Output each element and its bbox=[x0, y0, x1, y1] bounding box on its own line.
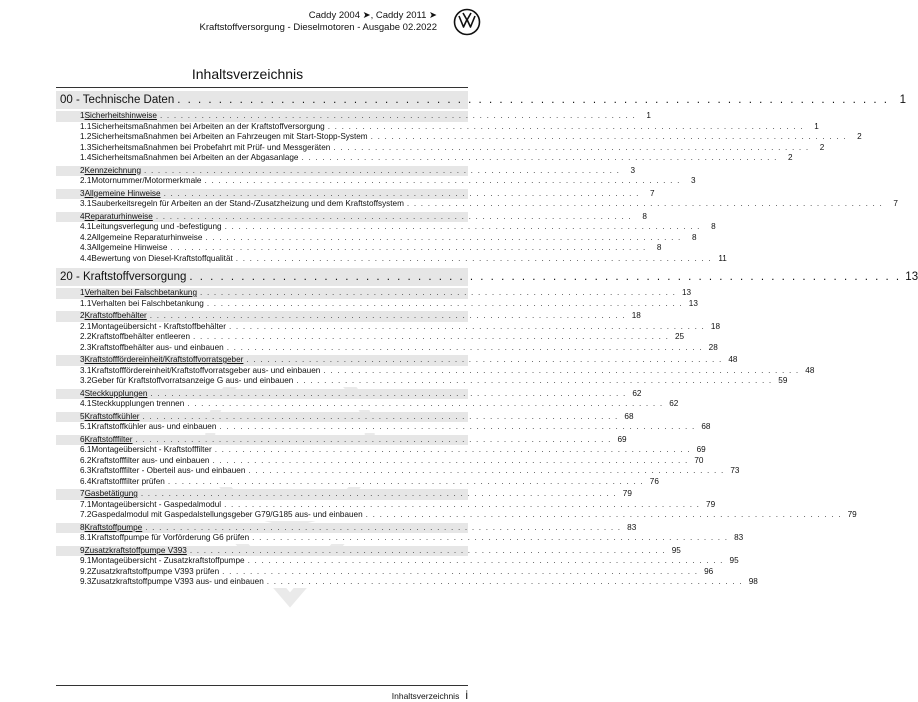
dot-leader: . . . . . . . . . . . . . . . . . . . . . . . . . . . . . . . . . . . . . . . . . . . . . . . . . . . . . . . . . . . . . . . . . . . . . bbox=[159, 111, 636, 120]
chapter-page: 7 bbox=[650, 188, 655, 198]
chapter-page: 69 bbox=[617, 434, 627, 444]
dot-leader: . . . . . . . . . . . . . . . . . . . . . . . . . . . . . . . . . . . . . . . . . . . . . . . . . . . . . . . . . . . . . . . . . . . . . bbox=[323, 365, 800, 375]
entry-title: Zusatzkraftstoffpumpe V393 prüfen bbox=[91, 566, 220, 576]
toc-entry[interactable] bbox=[56, 176, 696, 187]
chapter-title: Kraftstoffbehälter bbox=[84, 311, 147, 320]
chapter-title: Zusatzkraftstoffpumpe V393 bbox=[84, 545, 187, 555]
toc-chapter[interactable] bbox=[56, 522, 637, 534]
chapter-title: Allgemeine Hinweise bbox=[84, 188, 161, 198]
vw-logo-icon bbox=[453, 8, 481, 36]
toc-entry[interactable] bbox=[56, 332, 685, 343]
entry-number: 4.4 bbox=[80, 253, 92, 263]
dot-leader: . . . . . . . . . . . . . . . . . . . . . . . . . . . . . . . . . . . . . . . . . . . . . . . . . . . . . . . . . . . . . . . . . . . . . bbox=[406, 199, 883, 208]
dot-leader: . . . . . . . . . . . . . . . . . . . . . . . . . . . . . . . . . . . . . . . . . . . . . . . . . . . . . . . . . . . . . . . . . . . . . bbox=[365, 510, 842, 519]
dot-leader: . . . . . . . . . . . . . . . . . . . . . . . . . . . . . . . . . . . . . . . . . . . . . . . . . . . . . . . . . . . . . . . . . . . . . bbox=[149, 311, 626, 320]
entry-title: Sicherheitsmaßnahmen bei Probefahrt mit Prüf- und Messgeräten bbox=[91, 142, 331, 152]
entry-title: Leitungsverlegung und -befestigung bbox=[91, 222, 222, 231]
entry-number: 9.2 bbox=[80, 566, 92, 576]
dot-leader: . . . . . . . . . . . . . . . . . . . . . . . . . . . . . . . . . . . . . . . . . . . . . . . . . . . . . . . . . . . . . . . . . . . . . bbox=[167, 476, 644, 486]
entry-page: 13 bbox=[688, 298, 698, 308]
entry-title: Sauberkeitsregeln für Arbeiten an der Stand-/Zusatzheizung und dem Kraftstoffsystem bbox=[91, 199, 404, 208]
toc-section[interactable] bbox=[56, 91, 906, 109]
entry-number: 1.4 bbox=[80, 153, 92, 162]
entry-number: 3.2 bbox=[80, 376, 92, 385]
toc-entry[interactable] bbox=[56, 365, 815, 377]
dot-leader: . . . . . . . . . . . . . . . . . . . . . . . . . . . . . . . . . . . . . . . . . . . . . . . . . . . . . . . . . . . . . . . . . . . . . bbox=[189, 545, 666, 555]
dot-leader: . . . . . . . . . . . . . . . . . . . . . . . . . . . . . . . . . . . . . . . . . . . . . . . . . . . . . . . . . . . . . . . . . . . . . bbox=[247, 556, 724, 565]
entry-page: 59 bbox=[778, 376, 788, 385]
entry-page: 70 bbox=[694, 455, 704, 465]
toc-chapter[interactable] bbox=[56, 111, 651, 122]
entry-page: 7 bbox=[893, 199, 898, 208]
chapter-number: 6 bbox=[80, 434, 85, 444]
chapter-title: Verhalten bei Falschbetankung bbox=[84, 288, 197, 297]
entry-title: Bewertung von Diesel-Kraftstoffqualität bbox=[91, 253, 233, 263]
dot-leader: . . . . . . . . . . . . . . . . . . . . . . . . . . . . . . . . . . . . . . . . . . . . . . . . . . . . . . . . . . . . . . . . . . . . . bbox=[370, 132, 847, 141]
dot-leader: . . . . . . . . . . . . . . . . . . . . . . . . . . . . . . . . . . . . . . . . . . . . . . . . . . . . . . . . . . . . . . . . . . . . . bbox=[177, 94, 889, 106]
entry-page: 95 bbox=[729, 556, 739, 565]
entry-number: 6.3 bbox=[80, 466, 92, 475]
entry-page: 73 bbox=[730, 466, 740, 475]
header-models: Caddy 2004 ➤, Caddy 2011 ➤ bbox=[308, 10, 437, 21]
chapter-number: 1 bbox=[80, 288, 85, 297]
title-rule bbox=[56, 87, 468, 88]
entry-number: 8.1 bbox=[80, 533, 92, 542]
toc-entry[interactable] bbox=[56, 577, 758, 588]
entry-number: 6.4 bbox=[80, 476, 92, 486]
chapter-number: 2 bbox=[80, 165, 85, 175]
chapter-number: 1 bbox=[80, 111, 85, 120]
entry-page: 96 bbox=[704, 566, 714, 576]
entry-number: 6.1 bbox=[80, 445, 92, 454]
toc-chapter[interactable] bbox=[56, 489, 632, 500]
chapter-page: 18 bbox=[631, 311, 641, 320]
entry-number: 2.2 bbox=[80, 332, 92, 341]
dot-leader: . . . . . . . . . . . . . . . . . . . . . . . . . . . . . . . . . . . . . . . . . . . . . . . . . . . . . . . . . . . . . . . . . . . . . bbox=[206, 298, 683, 308]
entry-page: 2 bbox=[857, 132, 862, 141]
toc-chapter[interactable] bbox=[56, 165, 636, 177]
chapter-title: Sicherheitshinweise bbox=[84, 111, 157, 120]
entry-title: Montageübersicht - Kraftstofffilter bbox=[91, 445, 212, 454]
chapter-page: 1 bbox=[646, 111, 651, 120]
toc-entry[interactable] bbox=[56, 222, 716, 233]
chapter-title: Kraftstoffkühler bbox=[84, 411, 140, 421]
toc-entry[interactable] bbox=[56, 445, 706, 456]
entry-number: 3.1 bbox=[80, 365, 92, 375]
toc-entry[interactable] bbox=[56, 466, 740, 477]
entry-title: Geber für Kraftstoffvorratsanzeige G aus- und einbauen bbox=[91, 376, 294, 385]
entry-title: Montageübersicht - Kraftstoffbehälter bbox=[91, 321, 226, 331]
chapter-page: 13 bbox=[681, 288, 692, 297]
entry-page: 2 bbox=[819, 142, 825, 152]
toc-entry[interactable] bbox=[56, 243, 662, 254]
entry-page: 68 bbox=[701, 422, 711, 431]
section-spacer bbox=[56, 588, 468, 592]
chapter-page: 3 bbox=[630, 165, 636, 175]
entry-number: 3.1 bbox=[80, 199, 92, 208]
entry-title: Steckkupplungen trennen bbox=[91, 399, 185, 408]
entry-page: 3 bbox=[690, 176, 696, 185]
chapter-number: 7 bbox=[80, 489, 85, 498]
entry-title: Sicherheitsmaßnahmen bei Arbeiten an Fahrzeugen mit Start-Stopp-System bbox=[91, 132, 368, 141]
entry-page: 28 bbox=[708, 342, 718, 352]
entry-page: 25 bbox=[674, 332, 685, 341]
entry-title: Zusatzkraftstoffpumpe V393 aus- und einbauen bbox=[91, 577, 264, 586]
chapter-title: Kraftstofffördereinheit/Kraftstoffvorratsgeber bbox=[84, 355, 244, 364]
dot-leader: . . . . . . . . . . . . . . . . . . . . . . . . . . . . . . . . . . . . . . . . . . . . . . . . . . . . . . . . . . . . . . . . . . . . . bbox=[189, 271, 902, 283]
entry-page: 1 bbox=[814, 121, 819, 131]
toc-entry[interactable] bbox=[56, 556, 739, 567]
chapter-page: 95 bbox=[671, 545, 681, 555]
dot-leader: . . . . . . . . . . . . . . . . . . . . . . . . . . . . . . . . . . . . . . . . . . . . . . . . . . . . . . . . . . . . . . . . . . . . . bbox=[226, 342, 703, 352]
dot-leader: . . . . . . . . . . . . . . . . . . . . . . . . . . . . . . . . . . . . . . . . . . . . . . . . . . . . . . . . . . . . . . . . . . . . . bbox=[193, 332, 670, 341]
toc-chapter[interactable] bbox=[56, 211, 647, 223]
dot-leader: . . . . . . . . . . . . . . . . . . . . . . . . . . . . . . . . . . . . . . . . . . . . . . . . . . . . . . . . . . . . . . . . . . . . . bbox=[163, 188, 640, 198]
entry-title: Motornummer/Motormerkmale bbox=[91, 176, 202, 185]
toc-chapter[interactable] bbox=[56, 311, 641, 322]
toc-entry[interactable] bbox=[56, 232, 697, 244]
toc-entry[interactable] bbox=[56, 476, 659, 488]
chapter-page: 68 bbox=[624, 411, 634, 421]
entry-number: 7.1 bbox=[80, 499, 92, 509]
entry-number: 2.3 bbox=[80, 342, 92, 352]
entry-title: Kraftstoffbehälter aus- und einbauen bbox=[91, 342, 224, 352]
chapter-page: 62 bbox=[632, 388, 642, 398]
toc-entry[interactable] bbox=[56, 132, 862, 143]
entry-title: Sicherheitsmaßnahmen bei Arbeiten an der Kraftstoffversorgung bbox=[91, 121, 325, 131]
entry-title: Kraftstofffilter - Oberteil aus- und einbauen bbox=[91, 466, 246, 475]
entry-number: 1.2 bbox=[80, 132, 92, 141]
toc-entry[interactable] bbox=[56, 455, 704, 467]
dot-leader: . . . . . . . . . . . . . . . . . . . . . . . . . . . . . . . . . . . . . . . . . . . . . . . . . . . . . . . . . . . . . . . . . . . . . bbox=[222, 566, 699, 576]
toc-entry[interactable] bbox=[56, 499, 716, 511]
toc-entry[interactable] bbox=[56, 376, 788, 387]
entry-page: 8 bbox=[691, 232, 697, 242]
dot-leader: . . . . . . . . . . . . . . . . . . . . . . . . . . . . . . . . . . . . . . . . . . . . . . . . . . . . . . . . . . . . . . . . . . . . . bbox=[135, 434, 612, 444]
entry-title: Kraftstoffbehälter entleeren bbox=[91, 332, 191, 341]
dot-leader: . . . . . . . . . . . . . . . . . . . . . . . . . . . . . . . . . . . . . . . . . . . . . . . . . . . . . . . . . . . . . . . . . . . . . bbox=[145, 522, 622, 532]
entry-title: Allgemeine Hinweise bbox=[91, 243, 168, 252]
chapter-page: 8 bbox=[642, 211, 647, 221]
footer-label: Inhaltsverzeichnis bbox=[391, 691, 460, 701]
entry-page: 79 bbox=[847, 510, 857, 519]
toc-entry[interactable] bbox=[56, 422, 711, 433]
dot-leader: . . . . . . . . . . . . . . . . . . . . . . . . . . . . . . . . . . . . . . . . . . . . . . . . . . . . . . . . . . . . . . . . . . . . . bbox=[140, 489, 617, 498]
toc-entry[interactable] bbox=[56, 298, 698, 310]
dot-leader: . . . . . . . . . . . . . . . . . . . . . . . . . . . . . . . . . . . . . . . . . . . . . . . . . . . . . . . . . . . . . . . . . . . . . bbox=[212, 455, 689, 465]
chapter-title: Reparaturhinweise bbox=[84, 211, 153, 221]
section-page: 13 bbox=[905, 271, 918, 283]
section-title: 00 - Technische Daten bbox=[60, 94, 175, 106]
entry-number: 2.1 bbox=[80, 176, 92, 185]
dot-leader: . . . . . . . . . . . . . . . . . . . . . . . . . . . . . . . . . . . . . . . . . . . . . . . . . . . . . . . . . . . . . . . . . . . . . bbox=[219, 422, 696, 431]
dot-leader: . . . . . . . . . . . . . . . . . . . . . . . . . . . . . . . . . . . . . . . . . . . . . . . . . . . . . . . . . . . . . . . . . . . . . bbox=[228, 321, 705, 331]
dot-leader: . . . . . . . . . . . . . . . . . . . . . . . . . . . . . . . . . . . . . . . . . . . . . . . . . . . . . . . . . . . . . . . . . . . . . bbox=[327, 121, 804, 131]
toc-entry[interactable] bbox=[56, 566, 714, 578]
entry-title: Kraftstoffkühler aus- und einbauen bbox=[91, 422, 217, 431]
toc-chapter[interactable] bbox=[56, 188, 655, 200]
chapter-number: 5 bbox=[80, 411, 85, 421]
entry-title: Montageübersicht - Zusatzkraftstoffpumpe bbox=[91, 556, 245, 565]
dot-leader: . . . . . . . . . . . . . . . . . . . . . . . . . . . . . . . . . . . . . . . . . . . . . . . . . . . . . . . . . . . . . . . . . . . . . bbox=[301, 153, 778, 162]
section-page: 1 bbox=[899, 94, 906, 106]
dot-leader: . . . . . . . . . . . . . . . . . . . . . . . . . . . . . . . . . . . . . . . . . . . . . . . . . . . . . . . . . . . . . . . . . . . . . bbox=[187, 399, 664, 408]
section-title: 20 - Kraftstoffversorgung bbox=[60, 271, 187, 283]
dot-leader: . . . . . . . . . . . . . . . . . . . . . . . . . . . . . . . . . . . . . . . . . . . . . . . . . . . . . . . . . . . . . . . . . . . . . bbox=[155, 211, 632, 221]
dot-leader: . . . . . . . . . . . . . . . . . . . . . . . . . . . . . . . . . . . . . . . . . . . . . . . . . . . . . . . . . . . . . . . . . . . . . bbox=[235, 253, 712, 263]
chapter-number: 8 bbox=[80, 522, 85, 532]
chapter-title: Kennzeichnung bbox=[84, 165, 142, 175]
entry-page: 18 bbox=[710, 321, 720, 331]
entry-number: 5.1 bbox=[80, 422, 92, 431]
dot-leader: . . . . . . . . . . . . . . . . . . . . . . . . . . . . . . . . . . . . . . . . . . . . . . . . . . . . . . . . . . . . . . . . . . . . . bbox=[204, 176, 681, 185]
toc-chapter[interactable] bbox=[56, 411, 634, 423]
entry-title: Kraftstofffilter aus- und einbauen bbox=[91, 455, 210, 465]
dot-leader: . . . . . . . . . . . . . . . . . . . . . . . . . . . . . . . . . . . . . . . . . . . . . . . . . . . . . . . . . . . . . . . . . . . . . bbox=[170, 243, 647, 252]
chapter-page: 79 bbox=[622, 489, 632, 498]
footer-rule bbox=[56, 685, 468, 686]
entry-title: Gaspedalmodul mit Gaspedalstellungsgeber G79/G185 aus- und einbauen bbox=[91, 510, 363, 519]
toc-chapter[interactable] bbox=[56, 434, 627, 446]
entry-title: Allgemeine Reparaturhinweise bbox=[91, 232, 203, 242]
toc-entry[interactable] bbox=[56, 199, 898, 210]
entry-title: Verhalten bei Falschbetankung bbox=[91, 298, 204, 308]
entry-page: 11 bbox=[718, 253, 727, 263]
dot-leader: . . . . . . . . . . . . . . . . . . . . . . . . . . . . . . . . . . . . . . . . . . . . . . . . . . . . . . . . . . . . . . . . . . . . . bbox=[200, 288, 677, 297]
toc-entry[interactable] bbox=[56, 153, 793, 164]
chapter-title: Kraftstofffilter bbox=[84, 434, 133, 444]
entry-number: 7.2 bbox=[80, 510, 92, 519]
dot-leader: . . . . . . . . . . . . . . . . . . . . . . . . . . . . . . . . . . . . . . . . . . . . . . . . . . . . . . . . . . . . . . . . . . . . . bbox=[266, 577, 743, 586]
chapter-number: 3 bbox=[80, 188, 85, 198]
entry-number: 6.2 bbox=[80, 455, 92, 465]
table-of-contents bbox=[56, 91, 918, 592]
page-footer bbox=[392, 688, 468, 702]
chapter-number: 9 bbox=[80, 545, 85, 555]
entry-number: 1.1 bbox=[80, 121, 92, 131]
chapter-title: Kraftstoffpumpe bbox=[84, 522, 143, 532]
entry-page: 83 bbox=[734, 533, 744, 542]
entry-page: 62 bbox=[669, 399, 679, 408]
toc-entry[interactable] bbox=[56, 142, 825, 154]
dot-leader: . . . . . . . . . . . . . . . . . . . . . . . . . . . . . . . . . . . . . . . . . . . . . . . . . . . . . . . . . . . . . . . . . . . . . bbox=[150, 388, 627, 398]
footer-page-number: i bbox=[465, 688, 468, 702]
entry-page: 76 bbox=[649, 476, 659, 486]
page-title: Inhaltsverzeichnis bbox=[191, 66, 304, 82]
entry-number: 9.3 bbox=[80, 577, 92, 586]
entry-number: 2.1 bbox=[80, 321, 92, 331]
entry-number: 1.3 bbox=[80, 142, 92, 152]
dot-leader: . . . . . . . . . . . . . . . . . . . . . . . . . . . . . . . . . . . . . . . . . . . . . . . . . . . . . . . . . . . . . . . . . . . . . bbox=[142, 411, 619, 421]
entry-page: 69 bbox=[696, 445, 706, 454]
dot-leader: . . . . . . . . . . . . . . . . . . . . . . . . . . . . . . . . . . . . . . . . . . . . . . . . . . . . . . . . . . . . . . . . . . . . . bbox=[252, 533, 729, 542]
chapter-number: 4 bbox=[80, 211, 85, 221]
entry-page: 2 bbox=[787, 153, 793, 162]
dot-leader: . . . . . . . . . . . . . . . . . . . . . . . . . . . . . . . . . . . . . . . . . . . . . . . . . . . . . . . . . . . . . . . . . . . . . bbox=[248, 466, 725, 475]
entry-title: Sicherheitsmaßnahmen bei Arbeiten an der Abgasanlage bbox=[91, 153, 299, 162]
entry-page: 79 bbox=[706, 499, 716, 509]
chapter-title: Gasbetätigung bbox=[84, 489, 138, 498]
header-subtitle: Kraftstoffversorgung - Dieselmotoren - Ausgabe 02.2022 bbox=[199, 22, 437, 33]
chapter-number: 2 bbox=[80, 311, 85, 320]
toc-entry[interactable] bbox=[56, 321, 720, 333]
dot-leader: . . . . . . . . . . . . . . . . . . . . . . . . . . . . . . . . . . . . . . . . . . . . . . . . . . . . . . . . . . . . . . . . . . . . . bbox=[214, 445, 691, 454]
chapter-title: Steckkupplungen bbox=[84, 388, 148, 398]
toc-entry[interactable] bbox=[56, 121, 819, 133]
toc-chapter[interactable] bbox=[56, 288, 692, 299]
entry-number: 4.3 bbox=[80, 243, 92, 252]
entry-page: 8 bbox=[711, 222, 716, 231]
toc-entry[interactable] bbox=[56, 253, 727, 265]
entry-title: Kraftstofffördereinheit/Kraftstoffvorratsgeber aus- und einbauen bbox=[91, 365, 321, 375]
chapter-page: 48 bbox=[728, 355, 738, 364]
dot-leader: . . . . . . . . . . . . . . . . . . . . . . . . . . . . . . . . . . . . . . . . . . . . . . . . . . . . . . . . . . . . . . . . . . . . . bbox=[224, 222, 701, 231]
dot-leader: . . . . . . . . . . . . . . . . . . . . . . . . . . . . . . . . . . . . . . . . . . . . . . . . . . . . . . . . . . . . . . . . . . . . . bbox=[246, 355, 723, 364]
toc-chapter[interactable] bbox=[56, 388, 642, 400]
entry-title: Kraftstofffilter prüfen bbox=[91, 476, 165, 486]
dot-leader: . . . . . . . . . . . . . . . . . . . . . . . . . . . . . . . . . . . . . . . . . . . . . . . . . . . . . . . . . . . . . . . . . . . . . bbox=[205, 232, 682, 242]
chapter-number: 4 bbox=[80, 388, 85, 398]
entry-number: 1.1 bbox=[80, 298, 92, 308]
toc-chapter[interactable] bbox=[56, 355, 738, 366]
entry-number: 9.1 bbox=[80, 556, 92, 565]
page-header bbox=[200, 10, 437, 34]
entry-number: 4.1 bbox=[80, 222, 92, 231]
toc-section[interactable] bbox=[56, 268, 918, 286]
entry-page: 8 bbox=[656, 243, 662, 252]
entry-number: 4.1 bbox=[80, 399, 92, 408]
entry-page: 48 bbox=[805, 365, 815, 375]
entry-page: 98 bbox=[748, 577, 758, 586]
toc-entry[interactable] bbox=[56, 533, 744, 544]
dot-leader: . . . . . . . . . . . . . . . . . . . . . . . . . . . . . . . . . . . . . . . . . . . . . . . . . . . . . . . . . . . . . . . . . . . . . bbox=[296, 376, 773, 385]
dot-leader: . . . . . . . . . . . . . . . . . . . . . . . . . . . . . . . . . . . . . . . . . . . . . . . . . . . . . . . . . . . . . . . . . . . . . bbox=[333, 142, 810, 152]
entry-number: 4.2 bbox=[80, 232, 92, 242]
entry-title: Montageübersicht - Gaspedalmodul bbox=[91, 499, 222, 509]
entry-title: Kraftstoffpumpe für Vorförderung G6 prüfen bbox=[91, 533, 250, 542]
toc-chapter[interactable] bbox=[56, 545, 681, 557]
chapter-page: 83 bbox=[627, 522, 637, 532]
toc-entry[interactable] bbox=[56, 510, 857, 521]
dot-leader: . . . . . . . . . . . . . . . . . . . . . . . . . . . . . . . . . . . . . . . . . . . . . . . . . . . . . . . . . . . . . . . . . . . . . bbox=[224, 499, 701, 509]
dot-leader: . . . . . . . . . . . . . . . . . . . . . . . . . . . . . . . . . . . . . . . . . . . . . . . . . . . . . . . . . . . . . . . . . . . . . bbox=[144, 165, 621, 175]
toc-entry[interactable] bbox=[56, 342, 718, 354]
chapter-number: 3 bbox=[80, 355, 85, 364]
toc-entry[interactable] bbox=[56, 399, 679, 410]
